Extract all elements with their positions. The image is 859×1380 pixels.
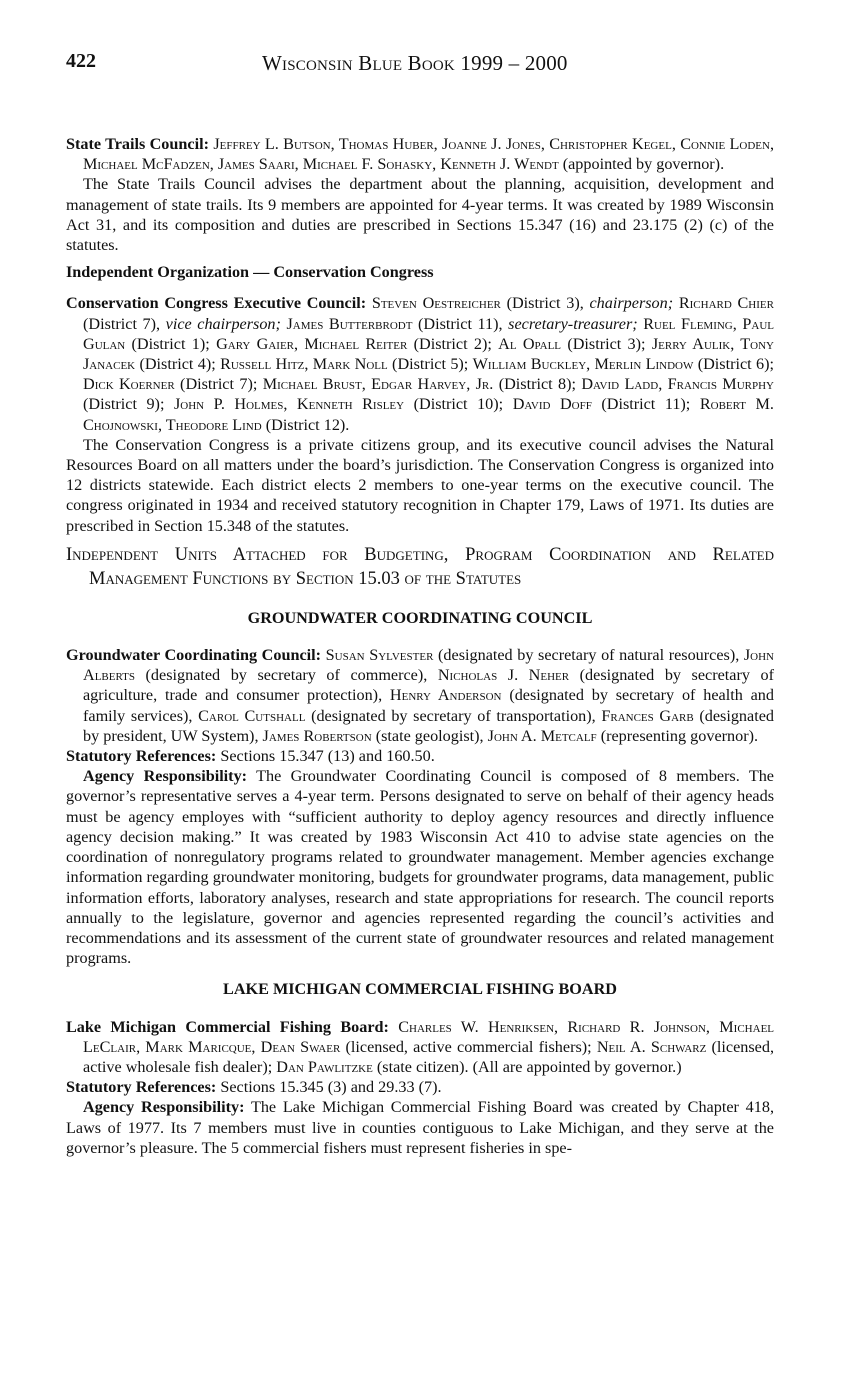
member-note: (District 1);: [125, 334, 217, 353]
member-note: (District 7),: [83, 314, 166, 333]
member-note: (District 3);: [561, 334, 652, 353]
field-value: Sections 15.347 (13) and 160.50.: [216, 747, 435, 766]
member-note: (District 7);: [174, 375, 263, 394]
fishing-board-heading: LAKE MICHIGAN COMMERCIAL FISHING BOARD: [223, 980, 617, 999]
member-name: Dick Koerner: [83, 375, 175, 394]
member-role: vice chairperson;: [165, 314, 281, 333]
member-name: John Alberts: [83, 646, 775, 685]
field-label: Statutory References:: [66, 1078, 217, 1097]
member-name: Richard Chier: [673, 294, 774, 313]
member-note: (District 6);: [693, 355, 774, 374]
member-role: secretary-treasurer;: [508, 314, 638, 333]
member-note: (District 12).: [261, 415, 350, 434]
member-role: chairperson;: [589, 294, 674, 313]
member-name: Steven Oestreicher: [371, 294, 501, 313]
field-value: Sections 15.345 (3) and 29.33 (7).: [216, 1078, 442, 1097]
page-body: [66, 134, 774, 1158]
member-name: James Butterbrodt: [280, 314, 413, 333]
member-name: John P. Holmes, Kenneth Risley: [173, 395, 405, 414]
member-name: Neil A. Schwarz: [596, 1037, 707, 1056]
field-label: Agency Responsibility:: [83, 1098, 245, 1117]
member-note: (District 11);: [591, 395, 700, 414]
member-note: (District 10);: [404, 395, 513, 414]
trails-description: The State Trails Council advises the department about the planning, acquisition, development and management of state trails. Its 9 members are appointed for 4-year terms. It was created by 1989 Wisconsin Act 31, and its composition and duties are prescribed in Sections 15.347 (16) and 23.175 (2) (c) of the statutes.: [66, 175, 774, 255]
member-note: (licensed, active wholesale fish dealer);: [83, 1037, 774, 1076]
trails-council-entry: [66, 134, 774, 174]
appointment-note: (appointed by governor).: [558, 155, 725, 174]
field-label: Statutory References:: [66, 747, 217, 766]
field-label: Agency Responsibility:: [83, 767, 248, 786]
groundwater-statutory-references: [66, 746, 774, 766]
member-name: Charles W. Henriksen, Richard R. Johnson, Michael LeClair, Mark Maricque, Dean Swaer: [83, 1017, 775, 1056]
member-note: (designated by president, UW System),: [83, 706, 774, 745]
member-name: Henry Anderson: [389, 686, 502, 705]
fishing-statutory-references: [66, 1077, 774, 1097]
member-name: Nicholas J. Neher: [437, 666, 570, 685]
member-note: (designated by secretary of health and family services),: [83, 686, 774, 725]
congress-description: The Conservation Congress is a private citizens group, and its executive council advises the Natural Resources Board on all matters under the board’s jurisdiction. The Conservation Congress is organized into 12 districts statewide. Each district elects 2 members to one-year terms on the executive council. The congress originated in 1934 and received statutory recognition in Chapter 179, Laws of 1971. Its duties are prescribed in Section 15.348 of the statutes.: [66, 435, 774, 535]
groundwater-heading: GROUNDWATER COORDINATING COUNCIL: [247, 608, 593, 627]
member-note: (District 3),: [500, 294, 590, 313]
running-title: Wisconsin Blue Book 1999 – 2000: [262, 51, 568, 75]
member-name: John A. Metcalf: [487, 726, 597, 745]
entry-label: Lake Michigan Commercial Fishing Board:: [66, 1017, 389, 1036]
congress-council-entry: [66, 293, 774, 434]
member-name: Carol Cutshall: [198, 706, 306, 725]
field-value: The Groundwater Coordinating Council is composed of 8 members. The governor’s representative serves a 4-year term. Persons designated to serve on behalf of their agency heads must be agency employes with “sufficient authority to deploy agency resources and directly influence agency decision making.” It was created by 1983 Wisconsin Act 410 to advise state agencies on the coordination of nonregulatory programs related to groundwater management. Member agencies exchange information regarding groundwater monitoring, budgets for groundwater programs, data management, public information efforts, laboratory analyses, research and state appropriations for research. The council reports annually to the legislature, governor and agencies represented regarding the council’s activities and recommendations and its assessment of the current state of groundwater resources and related management programs.: [66, 767, 774, 968]
member-note: (state citizen). (All are appointed by governor.): [372, 1057, 682, 1076]
member-name: Russell Hitz, Mark Noll: [220, 355, 388, 374]
member-note: (designated by secretary of transportation),: [305, 706, 602, 725]
page-number: 422: [66, 50, 96, 72]
member-note: (District 2);: [407, 334, 499, 353]
entry-label: State Trails Council:: [66, 135, 209, 153]
member-note: (state geologist),: [371, 726, 488, 745]
groundwater-council-entry: [66, 645, 774, 746]
fishing-responsibility: [66, 1097, 774, 1158]
section-heading: Independent Organization — Conservation Congress: [66, 263, 434, 282]
member-name: Dan Pawlitzke: [276, 1057, 373, 1076]
units-heading: Independent Units Attached for Budgeting, Program Coordination and Related Management Functions by Section 15.03 of the Statutes: [66, 544, 774, 589]
member-name: Al Opall: [498, 334, 562, 353]
member-note: (District 9);: [83, 395, 174, 414]
member-name: William Buckley, Merlin Lindow: [472, 355, 694, 374]
member-name: Frances Garb: [601, 706, 694, 725]
member-note: (licensed, active commercial fishers);: [340, 1037, 597, 1056]
member-note: (District 4);: [135, 355, 221, 374]
member-names: Jeffrey L. Butson, Thomas Huber, Joanne J. Jones, Christopher Kegel, Connie Loden, Michael McFadzen, James Saari, Michael F. Sohasky, Kenneth J. Wendt: [83, 135, 775, 174]
fishing-board-entry: [66, 1017, 774, 1078]
member-name: David Ladd, Francis Murphy: [581, 375, 774, 394]
member-name: James Robertson: [262, 726, 372, 745]
member-name: Susan Sylvester: [325, 646, 434, 665]
member-note: (representing governor).: [596, 726, 759, 745]
member-name: Michael Brust, Edgar Harvey, Jr.: [262, 375, 494, 394]
entry-label: Conservation Congress Executive Council:: [66, 294, 367, 313]
member-name: Jerry Aulik, Tony Janacek: [83, 334, 774, 374]
member-note: (District 8);: [493, 375, 582, 394]
member-note: (designated by secretary of commerce),: [134, 666, 438, 685]
member-name: David Doff: [512, 395, 592, 414]
member-note: (designated by secretary of natural resources),: [433, 646, 744, 665]
member-name: Gary Gaier, Michael Reiter: [216, 334, 408, 353]
member-name: Ruel Fleming, Paul Gulan: [83, 314, 774, 353]
member-name: Robert M. Chojnowski, Theodore Lind: [83, 395, 774, 434]
member-note: (designated by secretary of agriculture, trade and consumer protection),: [83, 666, 775, 705]
member-note: (District 11),: [412, 314, 509, 333]
entry-label: Groundwater Coordinating Council:: [66, 646, 322, 665]
groundwater-responsibility: [66, 766, 774, 968]
field-value: The Lake Michigan Commercial Fishing Board was created by Chapter 418, Laws of 1977. Its 7 members must live in counties contiguous to Lake Michigan, and they serve at the governor’s pleasure. The 5 commercial fishers must represent fisheries in spe-: [66, 1098, 774, 1157]
member-note: (District 5);: [387, 355, 473, 374]
